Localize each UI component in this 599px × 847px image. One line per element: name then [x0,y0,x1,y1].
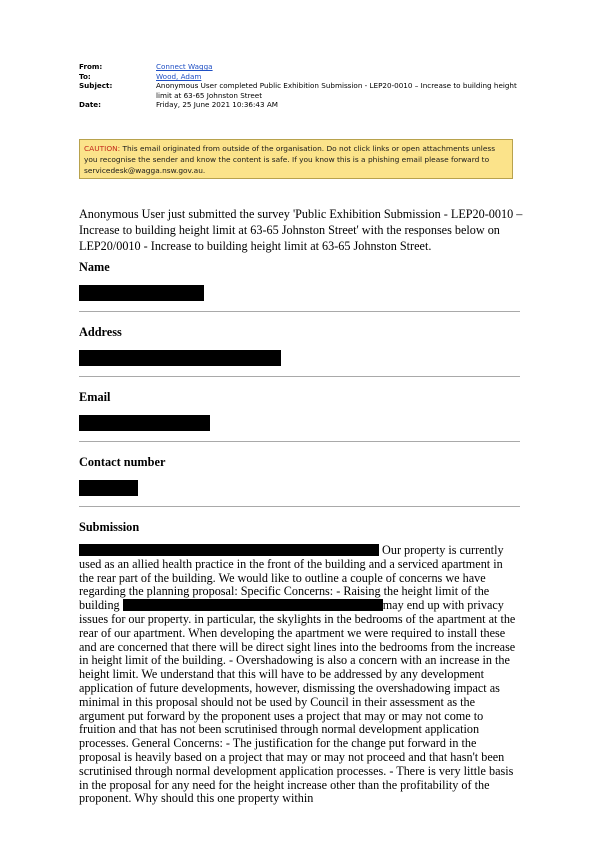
submission-text-part1: Our property is currently used as an allied health practice in the front of the building and a serviced apartment in the rear part of the building. We would like to outline a couple of concerns we have regarding the planning proposal: Specific Concerns: - Raising the height limit of the building [79,543,504,613]
date-label: Date: [79,100,102,109]
subject-label: Subject: [79,81,113,90]
divider [79,311,520,312]
date-row [79,100,529,110]
address-redaction [79,350,281,366]
date-value: Friday, 25 June 2021 10:36:43 AM [156,100,278,109]
email-heading: Email [79,390,111,404]
contact-redaction [79,480,138,496]
subject-row [79,81,529,100]
submission-heading: Submission [79,520,140,534]
submission-redaction [143,599,383,611]
to-row [79,72,529,82]
subject-value: Anonymous User completed Public Exhibition Submission - LEP20-0010 – Increase to building height limit at 63-65 Johnston Street [156,81,517,100]
submission-redaction [123,599,143,611]
divider [79,441,520,442]
email-redaction [79,415,210,431]
from-link[interactable]: Connect Wagga [156,62,213,71]
to-link[interactable]: Wood, Adam [156,71,202,81]
from-row [79,62,529,72]
divider [79,376,520,377]
contact-heading: Contact number [79,455,166,469]
to-label: To: [79,71,91,81]
caution-label: CAUTION: [84,144,121,153]
name-redaction [79,285,204,301]
submission-text-part2: may end up with privacy issues for our property. in particular, the skylights in the bedrooms of the apartment at the rear of our apartment. When developing the apartment we were required to install these and are concerned that there will be direct sight lines into the bedrooms from the increase in height limit of the building. - Overshadowing is also a concern with an increase in the height limit. We understand that this will have to be addressed by any development application of future developments, however, dismissing the overshadowing impact as minimal in this proposal should not be used by Council in their assessment as the argument put forward by the proponent uses a project that may or may not come to fruition and that has not been scrutinised through normal development application processes. General Concerns: - The justification for the change put forward in the proposal is heavily based on a project that may or may not proceed and that hasn't been scrutinised through normal development application processes. - There is very little basis in the proposal for any need for the height increase other than the profitability of the proponent. Why should this one property within [79,598,516,806]
name-heading: Name [79,260,110,274]
submission-body [79,544,520,806]
from-label: From: [79,62,103,71]
address-heading: Address [79,325,122,339]
caution-text: This email originated from outside of the organisation. Do not click links or open attachments unless you recognise the sender and know the content is safe. If you know this is a phishing email please forward to servicedesk@wagga.nsw.gov.au. [84,144,496,175]
caution-banner [79,139,513,179]
email-header [79,62,529,110]
submission-redaction [79,544,379,556]
intro-paragraph: Anonymous User just submitted the survey 'Public Exhibition Submission - LEP20-0010 – Increase to building height limit at 63-65 Johnston Street' with the responses below on LEP20/0010 - Increase to building height limit at 63-65 Johnston Street. [79,207,523,253]
divider [79,506,520,507]
